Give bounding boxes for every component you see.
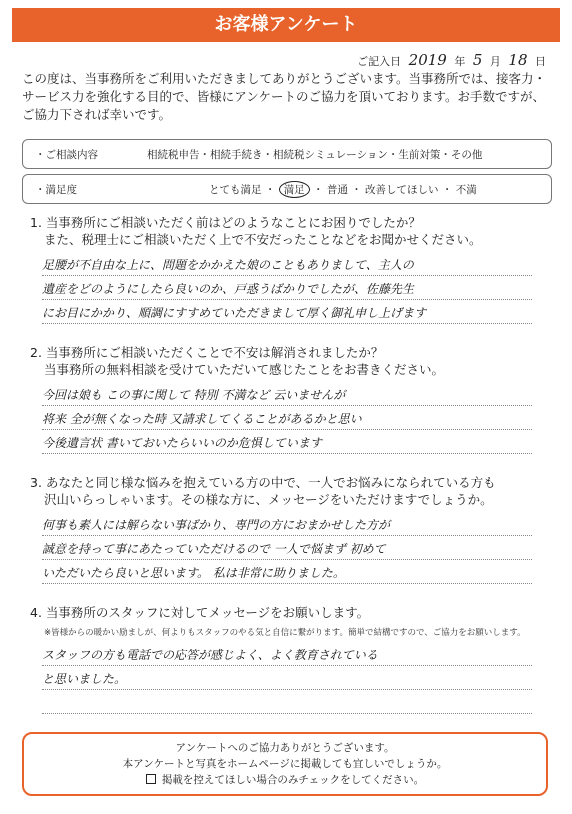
satisfaction-option-selected: 満足 bbox=[279, 181, 310, 198]
answer-3-line: 何事も素人には解らない事ばかり、専門の方におまかせした方が bbox=[42, 518, 391, 532]
answer-3-line: 誠意を持って事にあたっていただけるので 一人で悩まず 初めて bbox=[42, 542, 386, 556]
answer-1-line: にお目にかかり、順調にすすめていただきまして厚く御礼申し上げます bbox=[42, 306, 427, 320]
satisfaction-label: ・満足度 bbox=[35, 184, 77, 196]
intro-text: この度は、当事務所をご利用いただきましてありがとうございます。当事務所では、接客力・サービス力を強化する目的で、皆様にアンケートのご協力を頂いております。お手数ですが、ご協力下されば幸いです。 bbox=[22, 71, 547, 122]
satisfaction-option-rest: ・ 普通 ・ 改善してほしい ・ 不満 bbox=[313, 184, 477, 196]
date-day: 18 bbox=[508, 51, 528, 69]
footer-check-row bbox=[24, 772, 546, 788]
footer-check-label: 掲載を控えてほしい場合のみチェックをしてください。 bbox=[161, 774, 425, 786]
satisfaction-box bbox=[22, 174, 552, 204]
answer-2 bbox=[42, 382, 532, 454]
answer-4-line: と思いました。 bbox=[42, 672, 127, 686]
answer-1-line: 遺産をどのようにしたら良いのか、戸惑うばかりでしたが、佐藤先生 bbox=[42, 282, 415, 296]
footer-question: 本アンケートと写真をホームページに掲載しても宜しいでしょうか。 bbox=[122, 758, 448, 770]
date-month: 5 bbox=[472, 51, 483, 69]
consultation-value: 相続税申告・相続手続き・相続税シミュレーション・生前対策・その他 bbox=[147, 149, 483, 161]
publish-opt-out-checkbox[interactable] bbox=[146, 774, 156, 784]
satisfaction-options bbox=[209, 182, 477, 197]
question-1-line2: また、税理士にご相談いただく上で不安だったことなどをお聞かせください。 bbox=[44, 232, 482, 247]
date-year-unit: 年 bbox=[454, 55, 466, 68]
answer-2-line: 将来 全が無くなった時 又請求してくることがあるかと思い bbox=[42, 412, 362, 426]
question-2 bbox=[30, 344, 550, 378]
footer-thanks: アンケートへのご協力ありがとうございます。 bbox=[175, 742, 395, 754]
satisfaction-option-very: とても満足 bbox=[209, 184, 262, 196]
answer-3 bbox=[42, 512, 532, 584]
answer-1 bbox=[42, 252, 532, 324]
answer-1-line: 足腰が不自由な上に、問題をかかえた娘のこともありまして、主人の bbox=[42, 258, 414, 272]
consultation-label: ・ご相談内容 bbox=[35, 149, 98, 161]
question-1 bbox=[30, 214, 550, 248]
footer-box bbox=[22, 732, 548, 796]
date-day-unit: 日 bbox=[535, 55, 546, 68]
question-3 bbox=[30, 474, 550, 508]
answer-3-line: いただいたら良いと思います。 私は非常に助りました。 bbox=[42, 566, 345, 580]
question-3-line2: 沢山いらっしゃいます。その様な方に、メッセージをいただけますでしょうか。 bbox=[44, 492, 493, 507]
answer-4 bbox=[42, 642, 532, 714]
date-year: 2019 bbox=[408, 51, 447, 69]
question-2-line2: 当事務所の無料相談を受けていただいて感じたことをお書きください。 bbox=[44, 362, 445, 377]
question-4-line1: 4. 当事務所のスタッフに対してメッセージをお願いします。 bbox=[30, 605, 370, 620]
consultation-box bbox=[22, 139, 552, 169]
survey-title: お客様アンケート bbox=[12, 8, 560, 42]
question-4 bbox=[30, 604, 550, 621]
question-4-note: ※皆様からの暖かい励ましが、何よりもスタッフのやる気と自信に繋がります。簡単で結構ですので、ご協力をお願いします。 bbox=[44, 628, 526, 638]
date-line bbox=[357, 51, 546, 69]
answer-4-line: スタッフの方も電話での応答が感じよく、よく教育されている bbox=[42, 648, 378, 662]
date-month-unit: 月 bbox=[489, 55, 501, 68]
question-2-line1: 2. 当事務所にご相談いただくことで不安は解消されましたか？ bbox=[30, 345, 384, 360]
answer-2-line: 今後遺言状 書いておいたらいいのか危惧しています bbox=[42, 436, 322, 450]
answer-2-line: 今回は娘も この事に関して 特別 不満など 云いませんが bbox=[42, 388, 346, 402]
question-1-line1: 1. 当事務所にご相談いただく前はどのようなことにお困りでしたか？ bbox=[30, 215, 421, 230]
satisfaction-sep: ・ bbox=[264, 184, 276, 196]
question-3-line1: 3. あなたと同じ様な悩みを抱えている方の中で、一人でお悩みになられている方も bbox=[30, 475, 496, 490]
date-label: ご記入日 bbox=[357, 55, 402, 68]
